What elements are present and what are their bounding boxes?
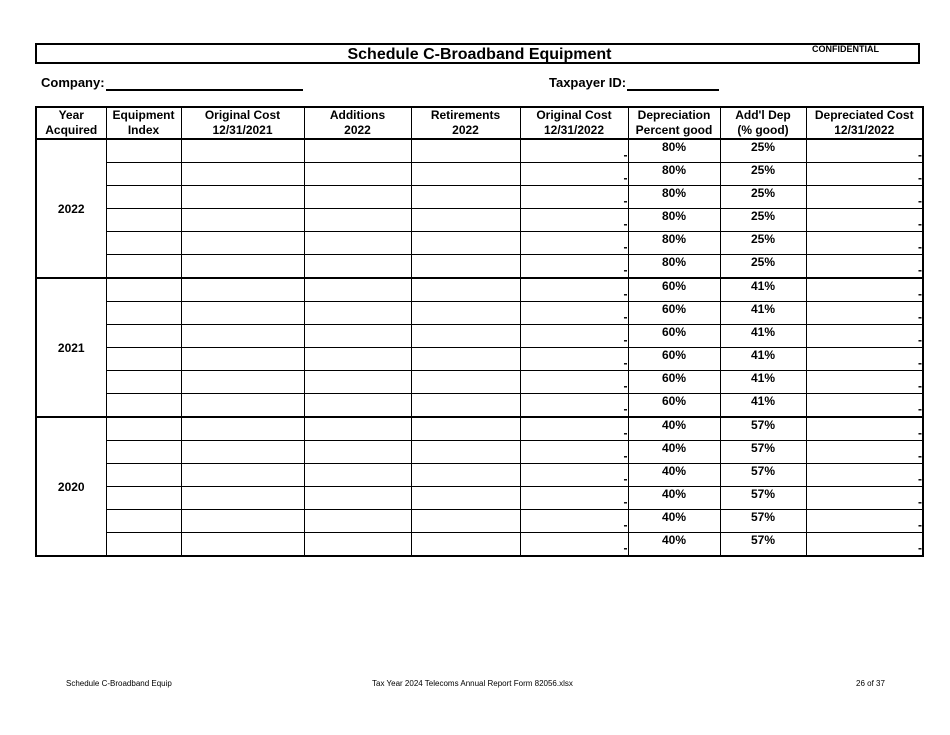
addl-dep-cell: 41% — [720, 302, 806, 325]
original-cost-2022-cell: - — [520, 533, 628, 557]
depreciation-percent-cell: 60% — [628, 278, 720, 302]
column-header-line2: Percent good — [635, 123, 713, 137]
equipment-index-cell[interactable] — [106, 278, 181, 302]
additions-cell[interactable] — [304, 417, 411, 441]
original-cost-2022-cell: - — [520, 255, 628, 279]
company-field[interactable] — [106, 88, 303, 91]
column-header-line2: 12/31/2021 — [212, 123, 273, 137]
header-row — [36, 107, 923, 139]
equipment-index-cell[interactable] — [106, 510, 181, 533]
depreciation-percent-cell: 60% — [628, 394, 720, 418]
retirements-cell[interactable] — [411, 510, 520, 533]
table-row — [36, 464, 923, 487]
equipment-index-cell[interactable] — [106, 209, 181, 232]
table-row — [36, 348, 923, 371]
depreciated-cost-cell: - — [806, 464, 923, 487]
column-header-line2: (% good) — [737, 123, 789, 137]
additions-cell[interactable] — [304, 510, 411, 533]
retirements-cell[interactable] — [411, 302, 520, 325]
additions-cell[interactable] — [304, 464, 411, 487]
original-cost-2021-cell[interactable] — [181, 348, 304, 371]
column-header — [806, 107, 923, 139]
table-row — [36, 487, 923, 510]
original-cost-2022-cell: - — [520, 186, 628, 209]
original-cost-2021-cell[interactable] — [181, 209, 304, 232]
depreciation-percent-cell: 80% — [628, 255, 720, 279]
additions-cell[interactable] — [304, 232, 411, 255]
table-row — [36, 394, 923, 418]
equipment-index-cell[interactable] — [106, 232, 181, 255]
original-cost-2022-cell: - — [520, 464, 628, 487]
original-cost-2022-cell: - — [520, 163, 628, 186]
depreciated-cost-cell: - — [806, 487, 923, 510]
addl-dep-cell: 41% — [720, 348, 806, 371]
depreciation-percent-cell: 80% — [628, 139, 720, 163]
column-header — [36, 107, 106, 139]
equipment-index-cell[interactable] — [106, 464, 181, 487]
column-header — [720, 107, 806, 139]
column-header-line1: Original Cost — [204, 108, 281, 122]
equipment-index-cell[interactable] — [106, 139, 181, 163]
retirements-cell[interactable] — [411, 371, 520, 394]
depreciated-cost-cell: - — [806, 139, 923, 163]
confidential-label: CONFIDENTIAL — [812, 44, 879, 54]
original-cost-2022-cell: - — [520, 232, 628, 255]
depreciation-percent-cell: 60% — [628, 348, 720, 371]
table-row — [36, 139, 923, 163]
equipment-index-cell[interactable] — [106, 533, 181, 557]
table-row — [36, 209, 923, 232]
taxpayer-id-field[interactable] — [627, 88, 719, 91]
depreciated-cost-cell: - — [806, 348, 923, 371]
depreciated-cost-cell: - — [806, 255, 923, 279]
equipment-index-cell[interactable] — [106, 394, 181, 418]
depreciated-cost-cell: - — [806, 533, 923, 557]
depreciated-cost-cell: - — [806, 186, 923, 209]
depreciation-percent-cell: 80% — [628, 232, 720, 255]
column-header-line2: 2022 — [452, 123, 479, 137]
column-header-line2: Index — [127, 123, 160, 137]
retirements-cell[interactable] — [411, 278, 520, 302]
depreciated-cost-cell: - — [806, 394, 923, 418]
column-header — [181, 107, 304, 139]
retirements-cell[interactable] — [411, 348, 520, 371]
addl-dep-cell: 57% — [720, 487, 806, 510]
depreciation-percent-cell: 40% — [628, 464, 720, 487]
additions-cell[interactable] — [304, 487, 411, 510]
addl-dep-cell: 25% — [720, 139, 806, 163]
original-cost-2022-cell: - — [520, 487, 628, 510]
addl-dep-cell: 41% — [720, 325, 806, 348]
retirements-cell[interactable] — [411, 417, 520, 441]
table-row — [36, 371, 923, 394]
column-header — [520, 107, 628, 139]
equipment-index-cell[interactable] — [106, 325, 181, 348]
original-cost-2022-cell: - — [520, 302, 628, 325]
additions-cell[interactable] — [304, 209, 411, 232]
depreciated-cost-cell: - — [806, 163, 923, 186]
equipment-index-cell[interactable] — [106, 371, 181, 394]
additions-cell[interactable] — [304, 394, 411, 418]
original-cost-2022-cell: - — [520, 417, 628, 441]
table-row — [36, 441, 923, 464]
retirements-cell[interactable] — [411, 232, 520, 255]
equipment-index-cell[interactable] — [106, 348, 181, 371]
equipment-index-cell[interactable] — [106, 163, 181, 186]
column-header-line1: Depreciation — [637, 108, 711, 122]
column-header-line2: 2022 — [344, 123, 371, 137]
additions-cell[interactable] — [304, 325, 411, 348]
table-row — [36, 325, 923, 348]
taxpayer-id-label: Taxpayer ID: — [549, 75, 627, 90]
retirements-cell[interactable] — [411, 163, 520, 186]
original-cost-2021-cell[interactable] — [181, 255, 304, 279]
depreciated-cost-cell: - — [806, 325, 923, 348]
additions-cell[interactable] — [304, 163, 411, 186]
column-header — [411, 107, 520, 139]
equipment-index-cell[interactable] — [106, 302, 181, 325]
original-cost-2021-cell[interactable] — [181, 394, 304, 418]
retirements-cell[interactable] — [411, 255, 520, 279]
equipment-index-cell[interactable] — [106, 487, 181, 510]
original-cost-2021-cell[interactable] — [181, 533, 304, 557]
addl-dep-cell: 57% — [720, 417, 806, 441]
original-cost-2022-cell: - — [520, 371, 628, 394]
depreciation-percent-cell: 40% — [628, 487, 720, 510]
depreciated-cost-cell: - — [806, 302, 923, 325]
column-header — [304, 107, 411, 139]
column-header — [106, 107, 181, 139]
addl-dep-cell: 25% — [720, 163, 806, 186]
title-box — [35, 43, 920, 64]
addl-dep-cell: 57% — [720, 441, 806, 464]
depreciated-cost-cell: - — [806, 278, 923, 302]
depreciation-percent-cell: 40% — [628, 510, 720, 533]
equipment-index-cell[interactable] — [106, 186, 181, 209]
depreciation-percent-cell: 80% — [628, 186, 720, 209]
addl-dep-cell: 25% — [720, 232, 806, 255]
original-cost-2021-cell[interactable] — [181, 417, 304, 441]
column-header-line2: Acquired — [45, 123, 98, 137]
original-cost-2022-cell: - — [520, 394, 628, 418]
retirements-cell[interactable] — [411, 325, 520, 348]
depreciated-cost-cell: - — [806, 510, 923, 533]
depreciated-cost-cell: - — [806, 209, 923, 232]
table-body — [36, 139, 923, 556]
depreciated-cost-cell: - — [806, 371, 923, 394]
addl-dep-cell: 41% — [720, 371, 806, 394]
additions-cell[interactable] — [304, 278, 411, 302]
original-cost-2021-cell[interactable] — [181, 139, 304, 163]
column-header — [628, 107, 720, 139]
column-header-line1: Retirements — [430, 108, 501, 122]
addl-dep-cell: 57% — [720, 510, 806, 533]
depreciated-cost-cell: - — [806, 441, 923, 464]
table-row — [36, 302, 923, 325]
year-acquired-cell: 2020 — [36, 417, 106, 556]
additions-cell[interactable] — [304, 302, 411, 325]
column-header-line1: Year — [58, 108, 84, 122]
additions-cell[interactable] — [304, 186, 411, 209]
depreciation-percent-cell: 80% — [628, 163, 720, 186]
additions-cell[interactable] — [304, 533, 411, 557]
footer-left: Schedule C-Broadband Equip — [66, 679, 172, 688]
retirements-cell[interactable] — [411, 487, 520, 510]
additions-cell[interactable] — [304, 139, 411, 163]
depreciated-cost-cell: - — [806, 417, 923, 441]
retirements-cell[interactable] — [411, 464, 520, 487]
retirements-cell[interactable] — [411, 209, 520, 232]
original-cost-2021-cell[interactable] — [181, 441, 304, 464]
original-cost-2021-cell[interactable] — [181, 487, 304, 510]
addl-dep-cell: 57% — [720, 533, 806, 557]
original-cost-2022-cell: - — [520, 139, 628, 163]
original-cost-2021-cell[interactable] — [181, 278, 304, 302]
depreciation-percent-cell: 60% — [628, 371, 720, 394]
equipment-index-cell[interactable] — [106, 255, 181, 279]
original-cost-2022-cell: - — [520, 441, 628, 464]
page-title: Schedule C-Broadband Equipment — [347, 46, 612, 63]
table-row — [36, 163, 923, 186]
depreciation-percent-cell: 80% — [628, 209, 720, 232]
table-row — [36, 255, 923, 279]
original-cost-2022-cell: - — [520, 278, 628, 302]
original-cost-2022-cell: - — [520, 209, 628, 232]
original-cost-2021-cell[interactable] — [181, 464, 304, 487]
equipment-index-cell[interactable] — [106, 441, 181, 464]
column-header-line1: Equipment — [112, 108, 175, 122]
column-header-line2: 12/31/2022 — [543, 123, 605, 137]
column-header-line2: 12/31/2022 — [834, 123, 895, 137]
table-row — [36, 186, 923, 209]
column-header-line1: Depreciated Cost — [814, 108, 914, 122]
column-header-line1: Add'l Dep — [735, 108, 791, 122]
original-cost-2021-cell[interactable] — [181, 371, 304, 394]
additions-cell[interactable] — [304, 441, 411, 464]
retirements-cell[interactable] — [411, 139, 520, 163]
footer-center: Tax Year 2024 Telecoms Annual Report Form 82056.xlsx — [372, 679, 573, 688]
additions-cell[interactable] — [304, 371, 411, 394]
original-cost-2021-cell[interactable] — [181, 186, 304, 209]
column-header-line1: Additions — [329, 108, 386, 122]
original-cost-2021-cell[interactable] — [181, 325, 304, 348]
addl-dep-cell: 41% — [720, 278, 806, 302]
original-cost-2022-cell: - — [520, 348, 628, 371]
table-row — [36, 510, 923, 533]
depreciation-percent-cell: 40% — [628, 417, 720, 441]
addl-dep-cell: 57% — [720, 464, 806, 487]
year-acquired-cell: 2022 — [36, 139, 106, 278]
table-row — [36, 232, 923, 255]
retirements-cell[interactable] — [411, 186, 520, 209]
depreciation-percent-cell: 40% — [628, 533, 720, 557]
equipment-index-cell[interactable] — [106, 417, 181, 441]
table-row — [36, 278, 923, 302]
table-row — [36, 417, 923, 441]
column-header-line1: Original Cost — [536, 108, 612, 122]
depreciation-percent-cell: 40% — [628, 441, 720, 464]
addl-dep-cell: 25% — [720, 255, 806, 279]
retirements-cell[interactable] — [411, 441, 520, 464]
depreciation-percent-cell: 60% — [628, 325, 720, 348]
addl-dep-cell: 25% — [720, 209, 806, 232]
additions-cell[interactable] — [304, 348, 411, 371]
original-cost-2021-cell[interactable] — [181, 510, 304, 533]
footer-page-number: 26 of 37 — [856, 679, 885, 688]
original-cost-2021-cell[interactable] — [181, 302, 304, 325]
original-cost-2021-cell[interactable] — [181, 163, 304, 186]
original-cost-2022-cell: - — [520, 325, 628, 348]
equipment-schedule-table — [35, 106, 924, 557]
original-cost-2021-cell[interactable] — [181, 232, 304, 255]
year-acquired-cell: 2021 — [36, 278, 106, 417]
company-label: Company: — [41, 75, 105, 90]
addl-dep-cell: 41% — [720, 394, 806, 418]
retirements-cell[interactable] — [411, 394, 520, 418]
original-cost-2022-cell: - — [520, 510, 628, 533]
depreciation-percent-cell: 60% — [628, 302, 720, 325]
depreciated-cost-cell: - — [806, 232, 923, 255]
addl-dep-cell: 25% — [720, 186, 806, 209]
additions-cell[interactable] — [304, 255, 411, 279]
table-row — [36, 533, 923, 557]
retirements-cell[interactable] — [411, 533, 520, 557]
